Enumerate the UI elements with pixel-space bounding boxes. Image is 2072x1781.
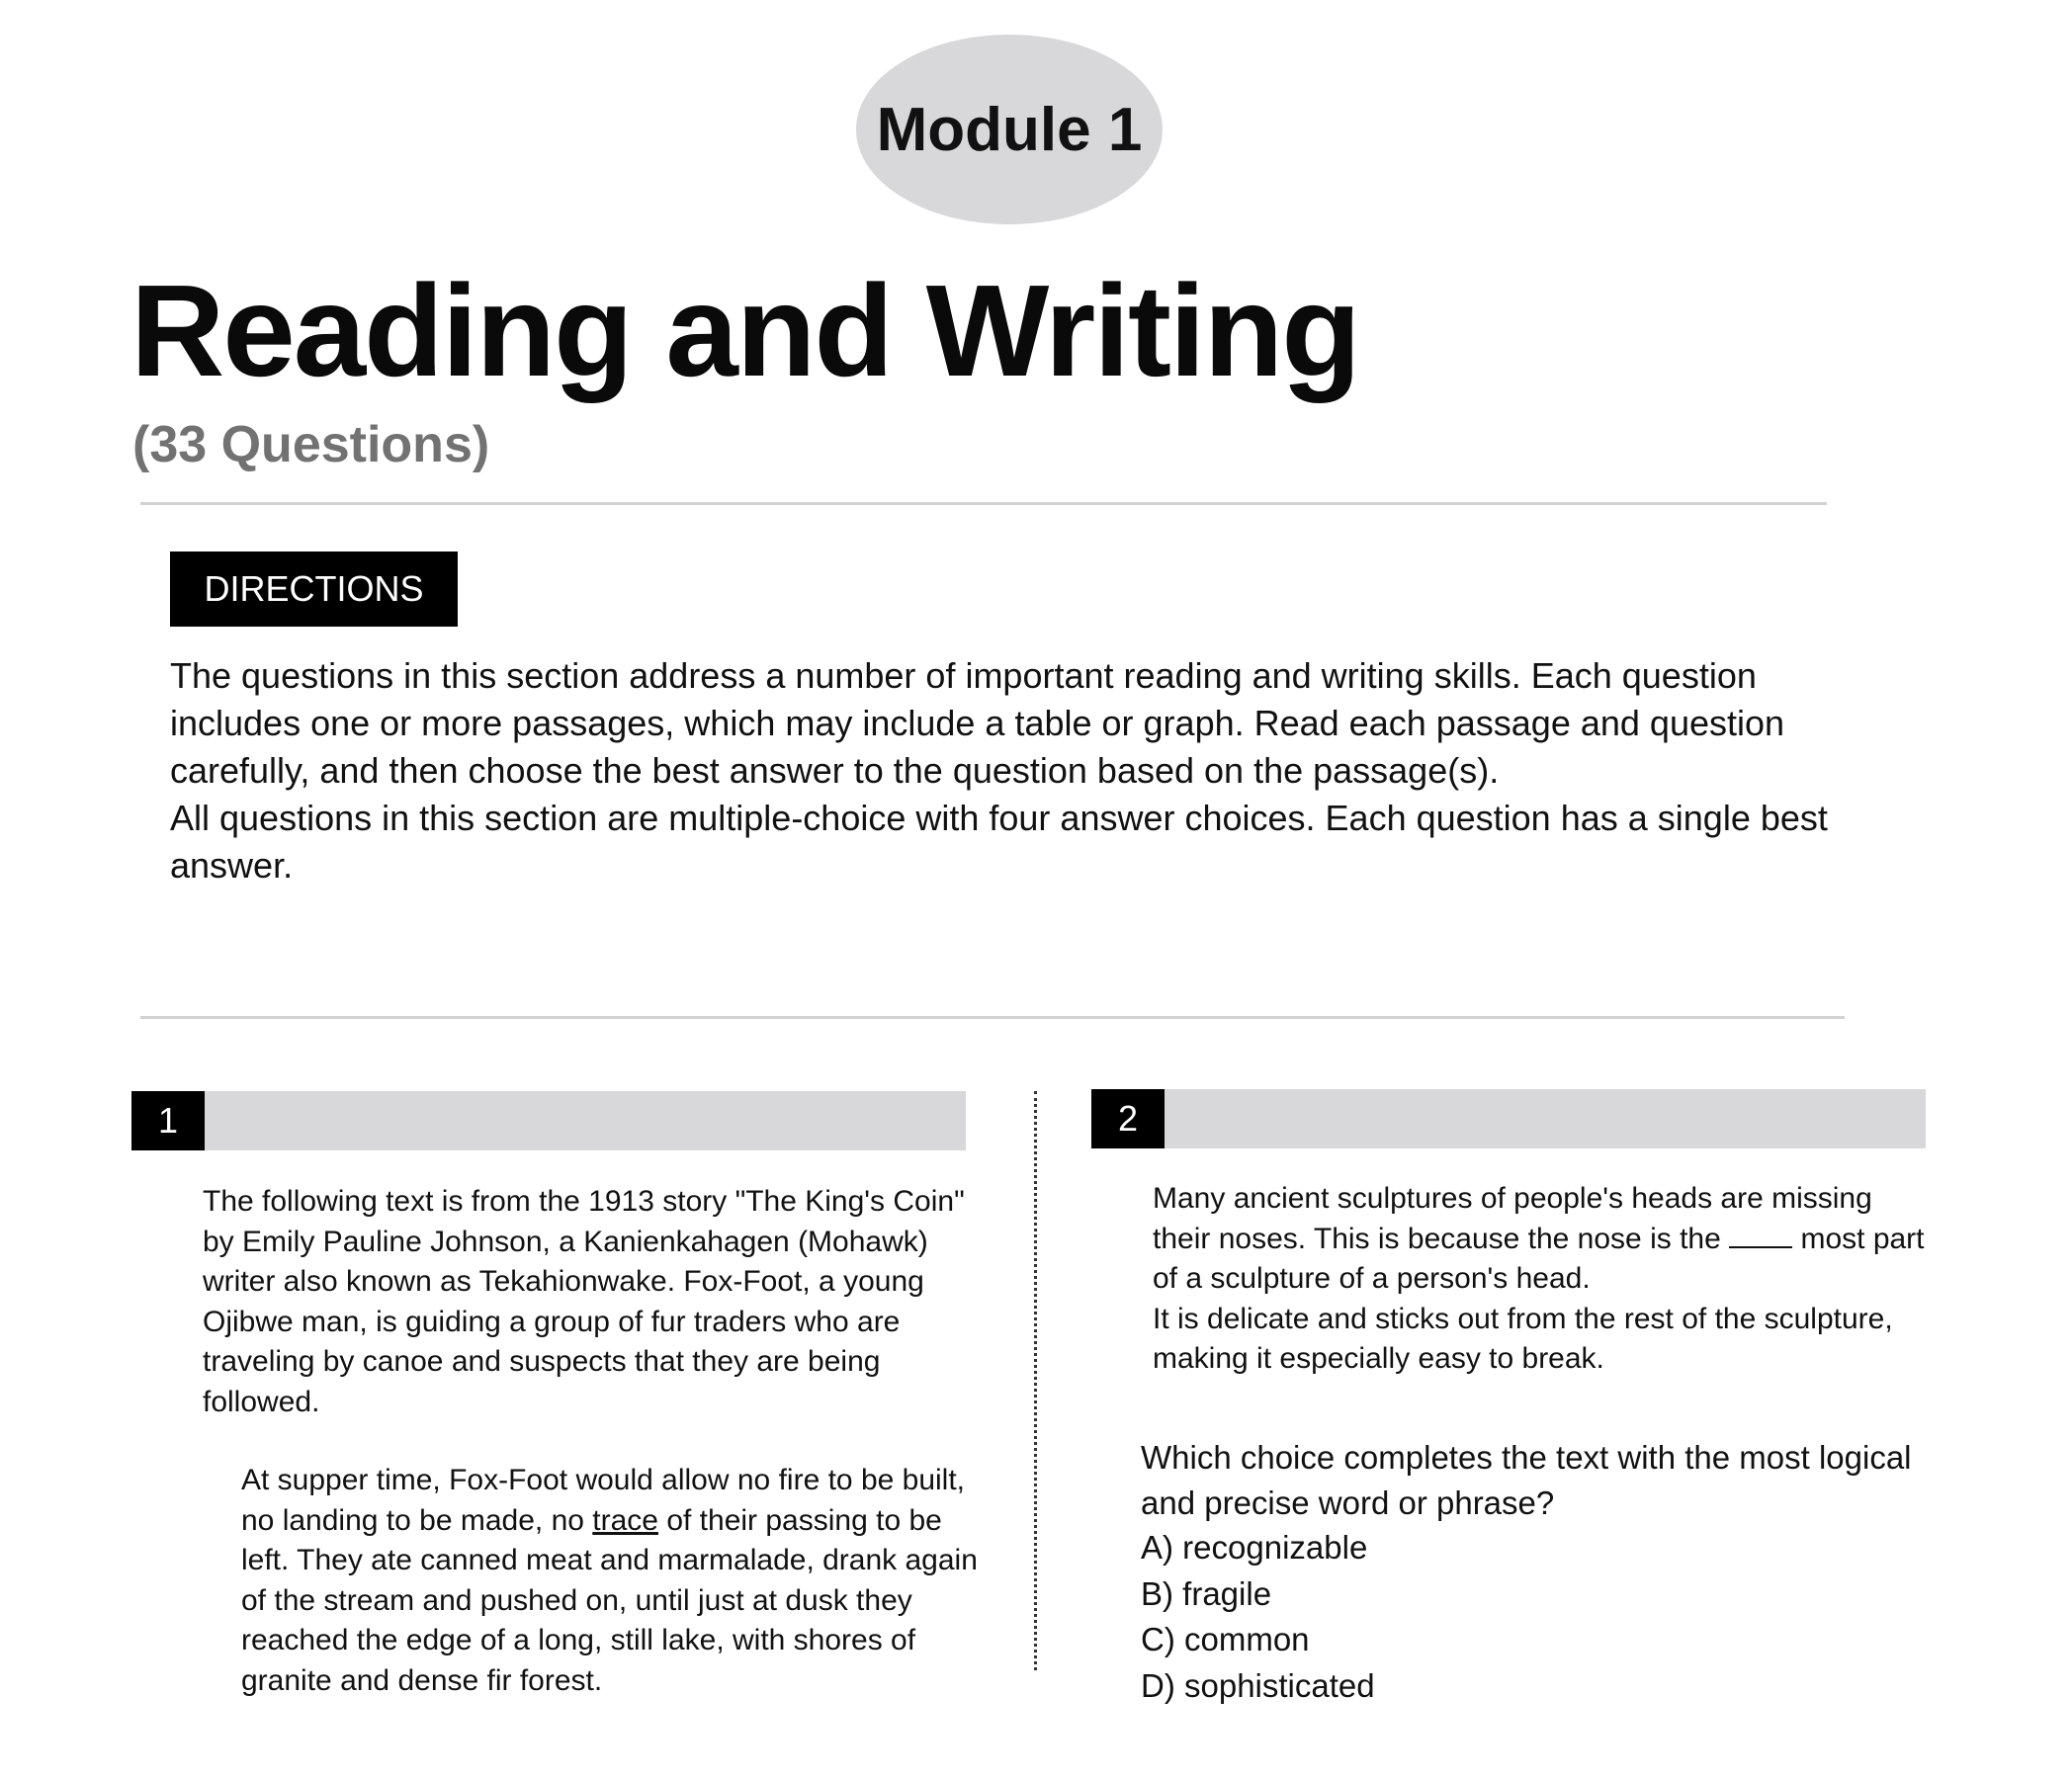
- module-label: Module 1: [856, 35, 1163, 224]
- column-divider: [1034, 1091, 1037, 1670]
- question-2-prompt: [1141, 1435, 1932, 1526]
- blank-line: [1729, 1225, 1792, 1248]
- passage-text-after: of their passing to be left. They ate canned meat and marmalade, drank again of the stream and pushed on, until just at dusk they reached the edge of a long, still lake, with shores of granite and dense fir forest.: [241, 1503, 978, 1697]
- question-2-prompt-text: Which choice completes the text with the most logical and precise word or phrase?: [1141, 1439, 1912, 1521]
- question-2-number: 2: [1091, 1089, 1165, 1148]
- choice-c[interactable]: C) common: [1141, 1621, 1310, 1657]
- divider-middle: [140, 1016, 1845, 1019]
- page-title: Reading and Writing: [130, 258, 1359, 403]
- directions-paragraph-2: All questions in this section are multiple-choice with four answer choices. Each question has a single best answer.: [170, 798, 1828, 886]
- question-2-passage-line-2: It is delicate and sticks out from the rest of the sculpture, making it especially easy to break.: [1153, 1302, 1893, 1375]
- passage-text-before: Many ancient sculptures of people's heads are missing their noses. This is because the nose is the: [1153, 1182, 1872, 1255]
- divider-top: [140, 502, 1827, 505]
- question-2-passage: [1153, 1179, 1934, 1380]
- choice-d[interactable]: D) sophisticated: [1141, 1666, 1375, 1704]
- answer-choices: [1141, 1525, 1932, 1709]
- choice-a[interactable]: A) recognizable: [1141, 1529, 1368, 1566]
- question-1-passage-text: [241, 1461, 993, 1701]
- choice-b[interactable]: B) fragile: [1141, 1574, 1272, 1612]
- question-2-header: [1091, 1089, 1926, 1148]
- question-1-passage: [241, 1461, 993, 1701]
- passage-text-before: At supper time, Fox-Foot would allow no fire to be built, no landing to be made, no: [241, 1464, 966, 1537]
- directions-paragraph-1: The questions in this section address a number of important reading and writing skills. Each question includes one or more passages, which may include a table or graph. Read each passage and question carefully, and then choose the best answer to the question based on the passage(s).: [170, 655, 1785, 791]
- underlined-word: trace: [592, 1503, 658, 1537]
- question-1-number: 1: [131, 1091, 205, 1150]
- question-1-intro-text: The following text is from the 1913 story "The King's Coin" by Emily Pauline Johnson, a Kanienkahagen (Mohawk) writer also known as Tekahionwake. Fox-Foot, a young Ojibwe man, is guiding a group of fur traders who are traveling by canoe and suspects that they are being followed.: [203, 1185, 965, 1418]
- passage-text-after: most part of a sculpture of a person's head.: [1153, 1222, 1925, 1295]
- question-2-passage-line-1: [1153, 1179, 1934, 1300]
- directions-badge: DIRECTIONS: [170, 551, 458, 627]
- question-1-header: [131, 1091, 966, 1150]
- question-1-intro: [203, 1182, 974, 1422]
- directions-text: [170, 652, 1831, 890]
- question-count: (33 Questions): [132, 416, 490, 473]
